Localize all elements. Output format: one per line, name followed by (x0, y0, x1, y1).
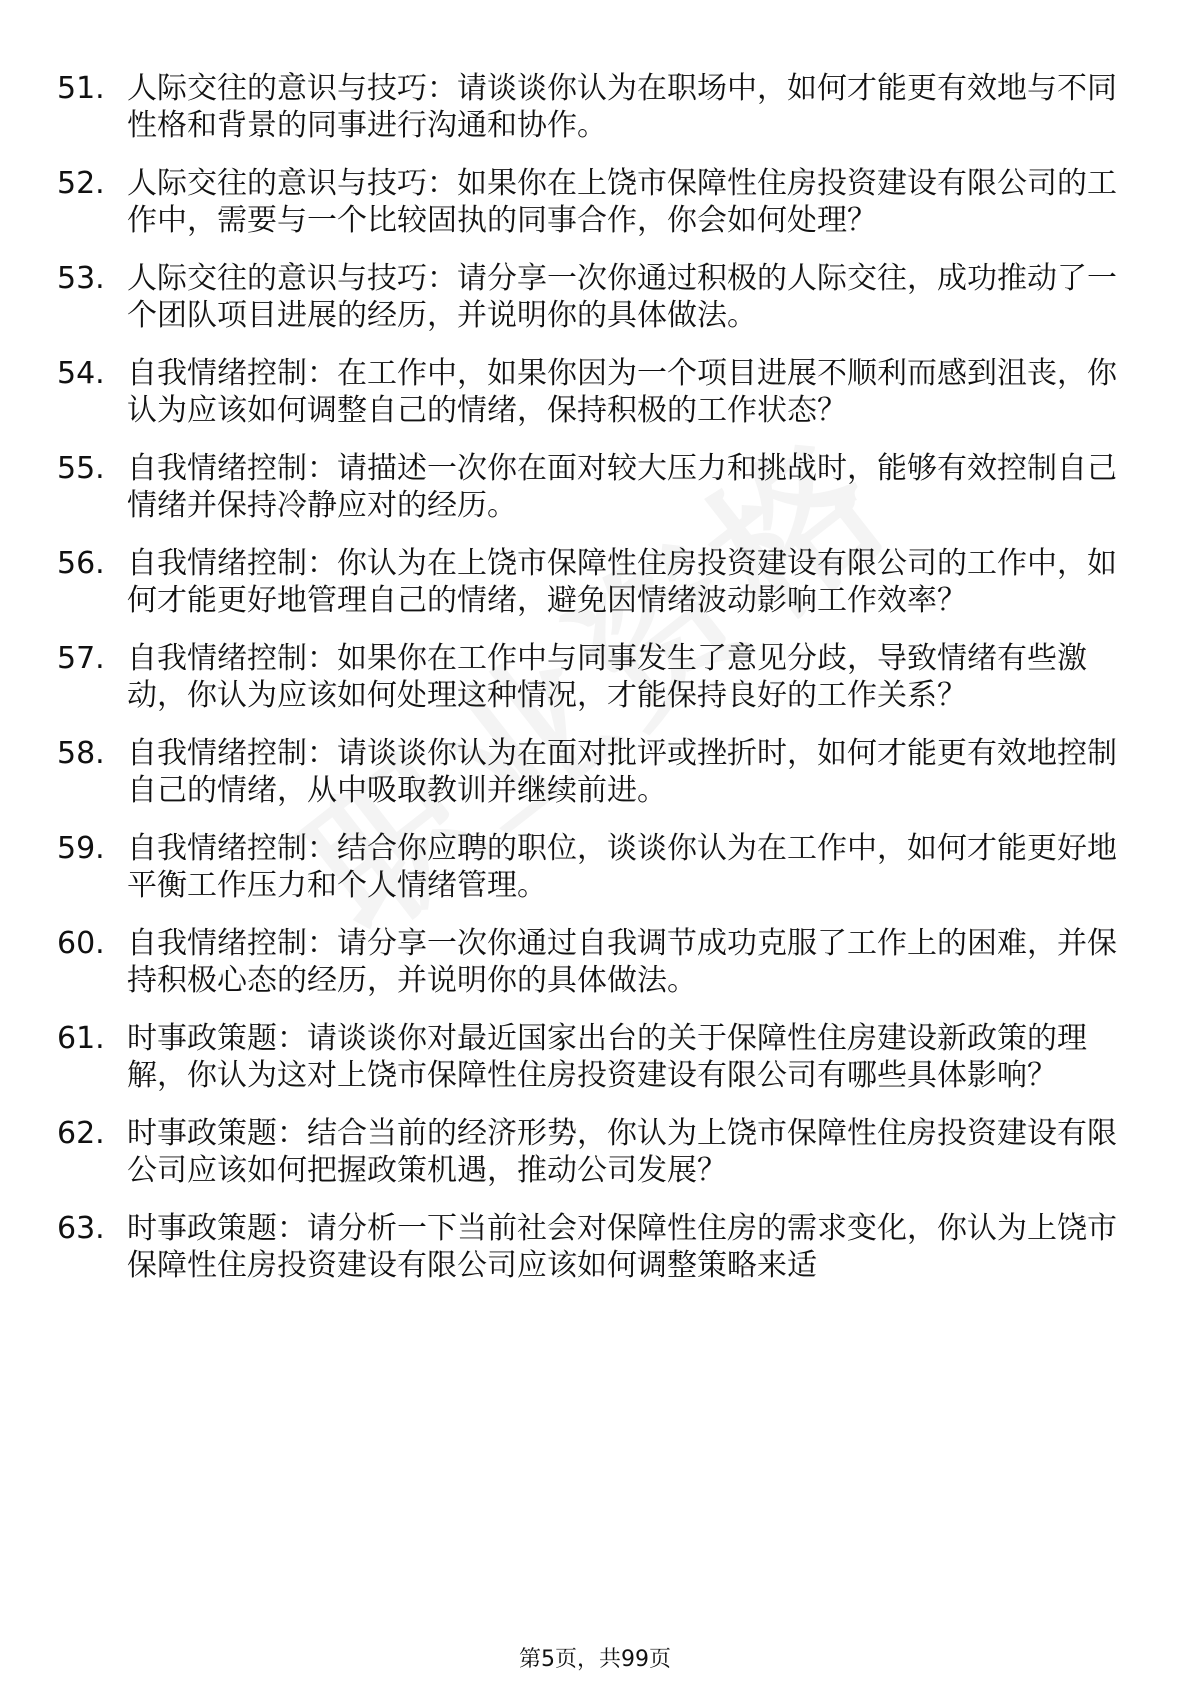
question-item (57, 735, 1117, 809)
question-text: 时事政策题：结合当前的经济形势，你认为上饶市保障性住房投资建设有限公司应该如何把握政策机遇，推动公司发展？ (127, 1116, 1117, 1188)
question-item (57, 545, 1117, 619)
question-text: 人际交往的意识与技巧：如果你在上饶市保障性住房投资建设有限公司的工作中，需要与一个比较固执的同事合作，你会如何处理？ (127, 166, 1117, 238)
question-item (57, 355, 1117, 429)
question-text: 人际交往的意识与技巧：请分享一次你通过积极的人际交往，成功推动了一个团队项目进展的经历，并说明你的具体做法。 (127, 261, 1117, 333)
question-item (57, 1210, 1117, 1284)
question-item (57, 260, 1117, 334)
question-number: 59. (57, 831, 105, 866)
question-text: 自我情绪控制：如果你在工作中与同事发生了意见分歧，导致情绪有些激动，你认为应该如何处理这种情况，才能保持良好的工作关系？ (127, 641, 1087, 713)
question-item (57, 1020, 1117, 1094)
question-number: 57. (57, 641, 105, 676)
page-footer: 第5页，共99页 (519, 1647, 671, 1672)
question-number: 58. (57, 736, 105, 771)
question-text: 人际交往的意识与技巧：请谈谈你认为在职场中，如何才能更有效地与不同性格和背景的同事进行沟通和协作。 (127, 71, 1117, 143)
question-text: 自我情绪控制：结合你应聘的职位，谈谈你认为在工作中，如何才能更好地平衡工作压力和个人情绪管理。 (127, 831, 1117, 903)
question-text: 时事政策题：请分析一下当前社会对保障性住房的需求变化，你认为上饶市保障性住房投资建设有限公司应该如何调整策略来适 (127, 1211, 1117, 1283)
question-number: 60. (57, 926, 105, 961)
question-text: 自我情绪控制：请谈谈你认为在面对批评或挫折时，如何才能更有效地控制自己的情绪，从中吸取教训并继续前进。 (127, 736, 1117, 808)
question-item (57, 830, 1117, 904)
question-item (57, 640, 1117, 714)
question-number: 55. (57, 451, 105, 486)
question-text: 时事政策题：请谈谈你对最近国家出台的关于保障性住房建设新政策的理解，你认为这对上饶市保障性住房投资建设有限公司有哪些具体影响？ (127, 1021, 1087, 1093)
question-number: 63. (57, 1211, 105, 1246)
question-number: 53. (57, 261, 105, 296)
question-number: 62. (57, 1116, 105, 1151)
question-number: 54. (57, 356, 105, 391)
question-number: 51. (57, 71, 105, 106)
question-number: 52. (57, 166, 105, 201)
question-item (57, 165, 1117, 239)
question-item (57, 925, 1117, 999)
question-item (57, 70, 1117, 144)
question-text: 自我情绪控制：在工作中，如果你因为一个项目进展不顺利而感到沮丧，你认为应该如何调整自己的情绪，保持积极的工作状态？ (127, 356, 1117, 428)
question-list (57, 70, 1117, 1305)
question-item (57, 450, 1117, 524)
question-text: 自我情绪控制：你认为在上饶市保障性住房投资建设有限公司的工作中，如何才能更好地管理自己的情绪，避免因情绪波动影响工作效率？ (127, 546, 1117, 618)
question-number: 61. (57, 1021, 105, 1056)
question-item (57, 1115, 1117, 1189)
question-text: 自我情绪控制：请描述一次你在面对较大压力和挑战时，能够有效控制自己情绪并保持冷静应对的经历。 (127, 451, 1117, 523)
question-number: 56. (57, 546, 105, 581)
question-text: 自我情绪控制：请分享一次你通过自我调节成功克服了工作上的困难，并保持积极心态的经历，并说明你的具体做法。 (127, 926, 1117, 998)
